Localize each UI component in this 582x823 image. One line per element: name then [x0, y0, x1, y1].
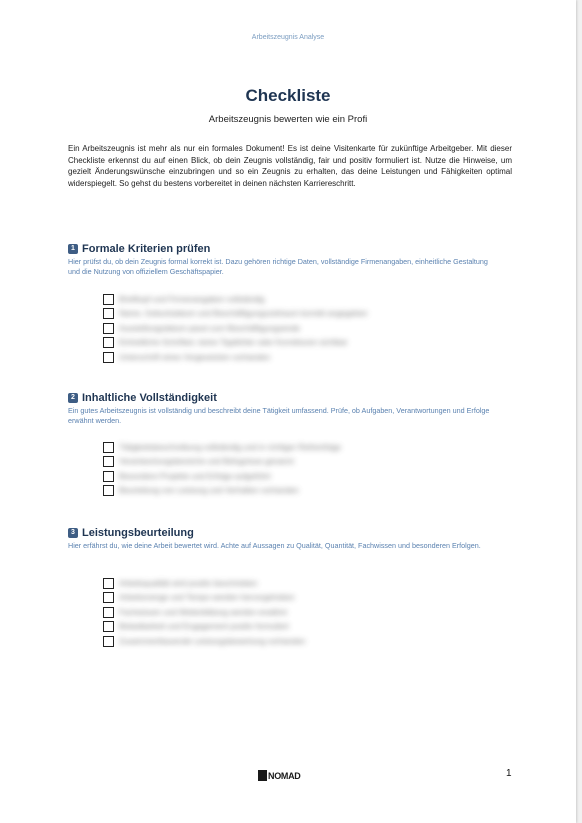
checklist-item-text: Arbeitsmenge und Tempo werden hervorgehoben — [119, 593, 295, 603]
section-heading — [68, 242, 512, 256]
checklist-item-text: Verantwortungsbereiche und Befugnisse genannt — [119, 457, 294, 467]
checklist-item — [103, 321, 368, 336]
checklist-item — [103, 292, 368, 307]
section-number-badge: 3 — [68, 528, 78, 538]
checklist-item — [103, 469, 341, 484]
checkbox[interactable] — [103, 485, 114, 496]
checklist-item — [103, 336, 368, 351]
checkbox[interactable] — [103, 294, 114, 305]
checklist — [103, 576, 305, 649]
checkbox[interactable] — [103, 621, 114, 632]
checkbox[interactable] — [103, 337, 114, 348]
checkbox[interactable] — [103, 607, 114, 618]
checklist-item — [103, 440, 341, 455]
section-heading — [68, 391, 512, 405]
checklist-item — [103, 455, 341, 470]
checkbox[interactable] — [103, 636, 114, 647]
section-number-badge: 1 — [68, 244, 78, 254]
section-performance-assessment — [68, 526, 512, 646]
checklist-item-text: Arbeitsqualität wird positiv beschrieben — [119, 578, 258, 588]
checkbox[interactable] — [103, 471, 114, 482]
section-title: Formale Kriterien prüfen — [82, 243, 211, 255]
checklist-item — [103, 576, 305, 591]
checklist-item — [103, 484, 341, 499]
checklist-item — [103, 307, 368, 322]
checklist-item-text: Unterschrift eines Vorgesetzten vorhanden — [119, 352, 271, 362]
section-title: Leistungsbeurteilung — [82, 527, 194, 539]
section-description: Hier prüfst du, ob dein Zeugnis formal korrekt ist. Dazu gehören richtige Daten, vollständige Firmenangaben, einheitliche Gestaltung und die Nutzung von offiziellem Geschäftspapier. — [68, 257, 488, 276]
checklist-item — [103, 350, 368, 365]
section-formal-criteria — [68, 242, 512, 362]
checkbox[interactable] — [103, 308, 114, 319]
checkbox[interactable] — [103, 592, 114, 603]
checkbox[interactable] — [103, 442, 114, 453]
section-description: Ein gutes Arbeitszeugnis ist vollständig und beschreibt deine Tätigkeit umfassend. Prüfe, ob Aufgaben, Verantwortungen und Erfolge erwähnt werden. — [68, 406, 490, 425]
checklist-item-text: Name, Geburtsdatum und Beschäftigungszeitraum korrekt angegeben — [119, 309, 368, 319]
logo-mark-icon — [258, 770, 267, 781]
checklist-item-text: Ausstellungsdatum passt zum Beschäftigungsende — [119, 323, 300, 333]
section-number-badge: 2 — [68, 393, 78, 403]
checklist — [103, 292, 368, 365]
section-content-completeness — [68, 391, 512, 496]
checklist-item-text: Fachwissen und Weiterbildung werden erwähnt — [119, 607, 287, 617]
section-heading — [68, 526, 512, 540]
checklist-item — [103, 605, 305, 620]
checkbox[interactable] — [103, 352, 114, 363]
page-number: 1 — [506, 768, 512, 779]
section-description: Hier erfährst du, wie deine Arbeit bewertet wird. Achte auf Aussagen zu Qualität, Quantität, Fachwissen und besonderen Erfolgen. — [68, 541, 481, 550]
checklist-item — [103, 620, 305, 635]
intro-paragraph: Ein Arbeitszeugnis ist mehr als nur ein formales Dokument! Es ist deine Visitenkarte für zukünftige Arbeitgeber. Mit dieser Checkliste erkennst du auf einen Blick, ob dein Zeugnis vollständig, fair und positiv formuliert ist. Nutze die Hinweise, um gezielt Änderungswünsche einzubringen und so ein Zeugnis zu erhalten, das deine Leistungen und Fähigkeiten optimal widerspiegelt. So gehst du bestens vorbereitet in deinen nächsten Karriereschritt. — [68, 144, 512, 188]
checklist-item-text: Briefkopf und Firmenangaben vollständig — [119, 294, 265, 304]
checklist-item — [103, 591, 305, 606]
checklist-item — [103, 634, 305, 649]
page-subtitle: Arbeitszeugnis bewerten wie ein Profi — [208, 114, 368, 125]
checkbox[interactable] — [103, 456, 114, 467]
logo-text: NOMAD — [268, 770, 301, 781]
checklist-item-text: Besondere Projekte und Erfolge aufgeführt — [119, 471, 271, 481]
brand-logo — [258, 770, 301, 781]
checklist-item-text: Tätigkeitsbeschreibung vollständig und in richtiger Reihenfolge — [119, 442, 341, 452]
checklist-item-text: Einheitliche Schriftart, keine Tippfehler oder Korrekturen sichtbar — [119, 338, 348, 348]
running-head: Arbeitszeugnis Analyse — [251, 34, 325, 41]
checklist-item-text: Belastbarkeit und Engagement positiv formuliert — [119, 622, 289, 632]
section-title: Inhaltliche Vollständigkeit — [82, 392, 217, 404]
page-title: Checkliste — [245, 86, 331, 105]
checklist — [103, 440, 341, 498]
checklist-item-text: Zusammenfassende Leistungsbewertung vorhanden — [119, 636, 306, 646]
checkbox[interactable] — [103, 323, 114, 334]
checklist-item-text: Beurteilung von Leistung und Verhalten vorhanden — [119, 486, 299, 496]
checkbox[interactable] — [103, 578, 114, 589]
